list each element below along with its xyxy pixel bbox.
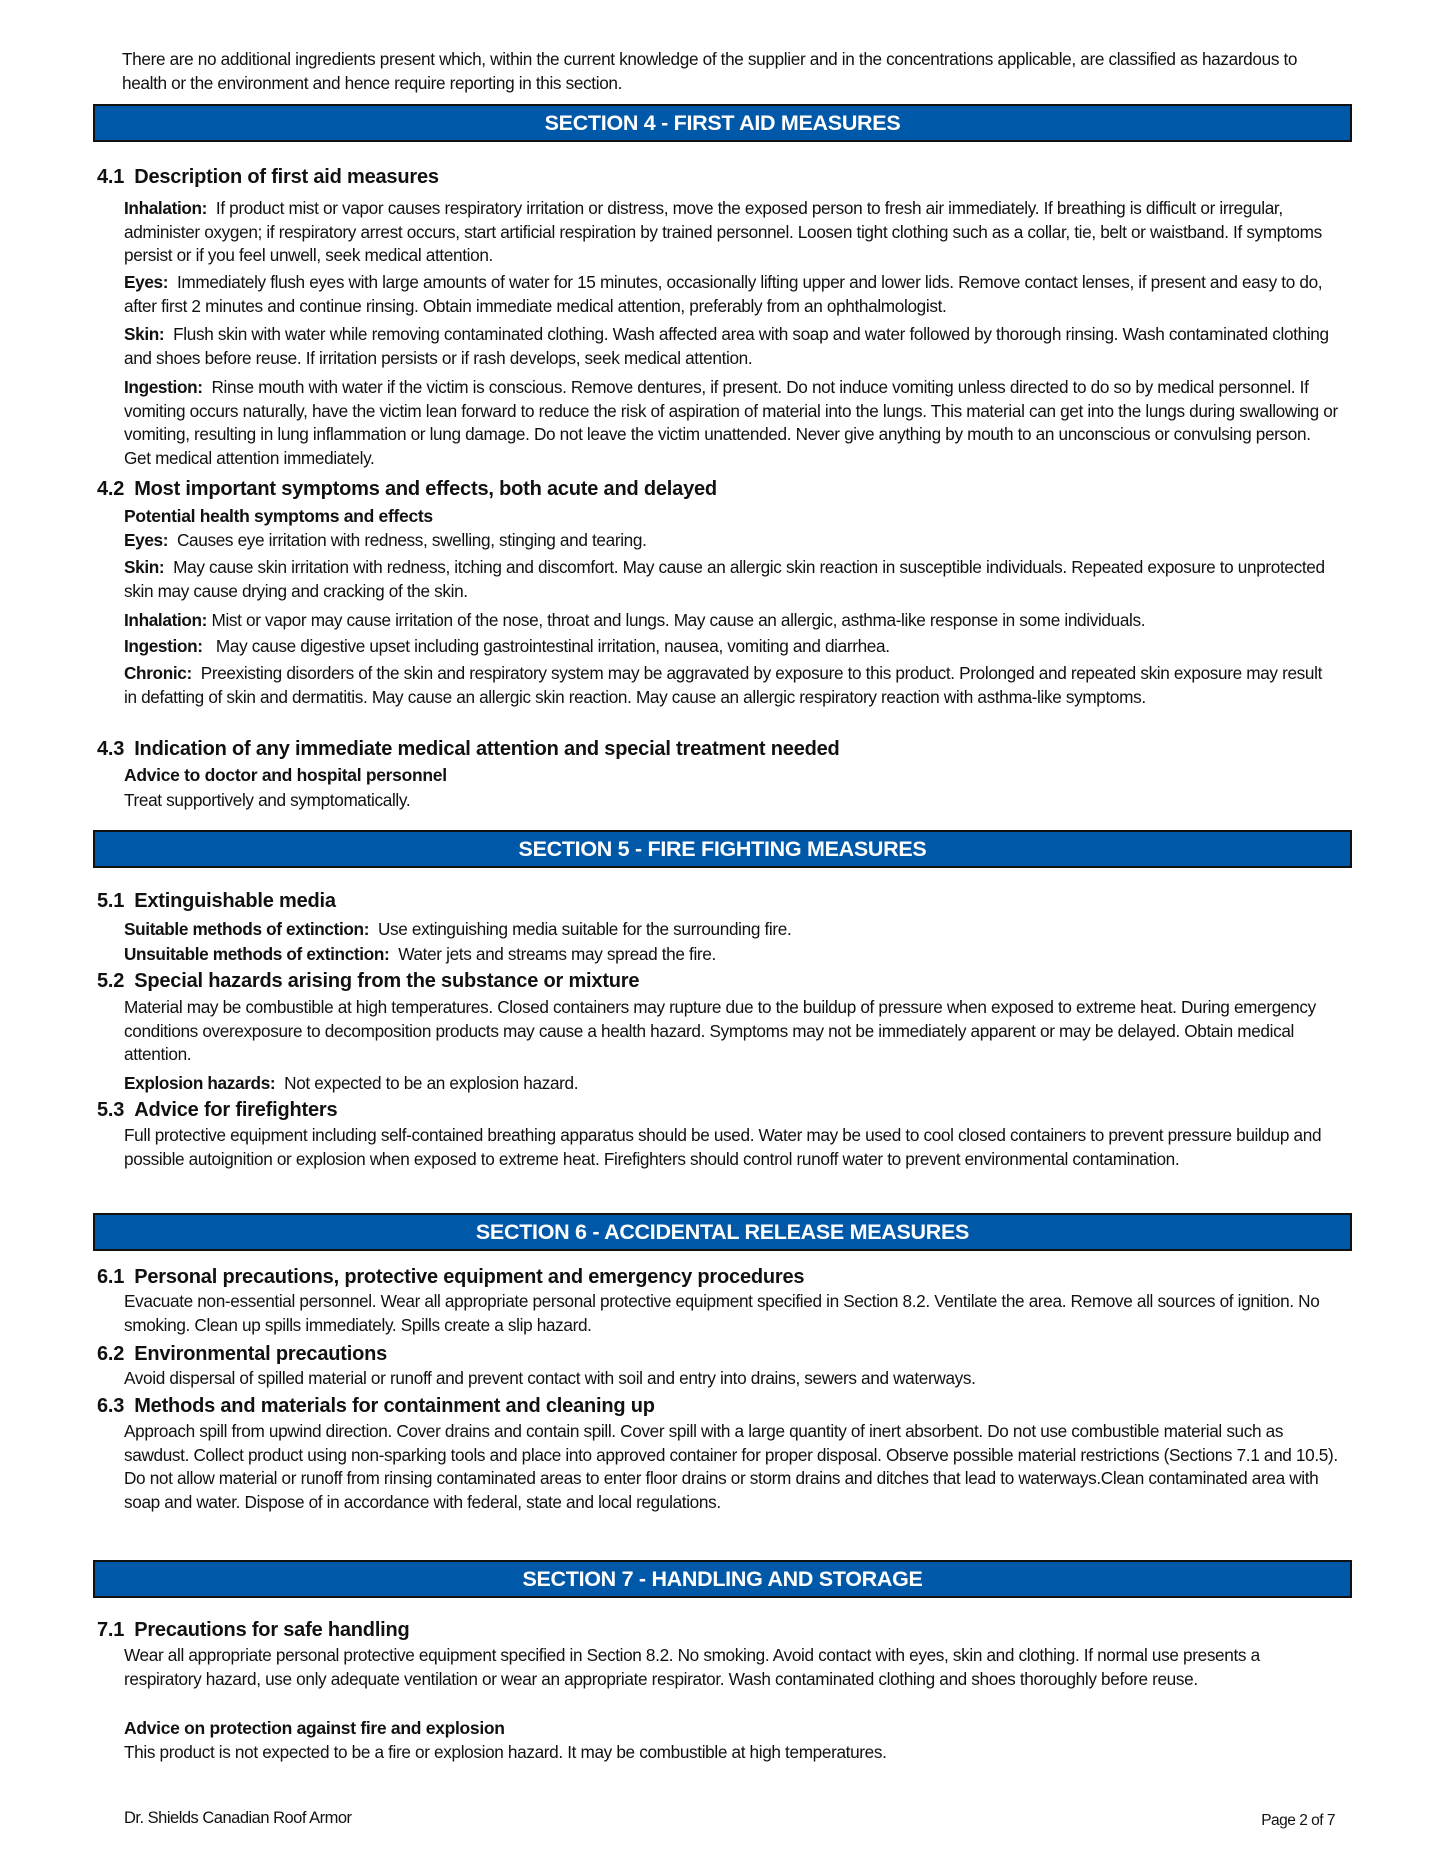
heading-text: Indication of any immediate medical attention and special treatment needed bbox=[134, 738, 840, 760]
safe-handling-text: Wear all appropriate personal protective equipment specified in Section 8.2. No smoking. Avoid contact with eyes, skin and clothing. If normal use presents a respiratory hazard, use only adequate ventilation or wear an appropriate respirator. Wash contaminated clothing and shoes thoroughly before reuse. bbox=[124, 1645, 1260, 1689]
suitable-extinction bbox=[124, 918, 1339, 942]
symptoms-inhalation bbox=[124, 609, 1339, 633]
heading-4-3 bbox=[97, 738, 840, 761]
label: Skin: bbox=[124, 557, 165, 577]
heading-5-2 bbox=[97, 970, 639, 993]
heading-text: Precautions for safe handling bbox=[134, 1619, 410, 1641]
label: Eyes: bbox=[124, 530, 169, 550]
first-aid-skin bbox=[124, 323, 1339, 370]
heading-text: Extinguishable media bbox=[134, 890, 336, 912]
symptoms-ingestion bbox=[124, 635, 1339, 659]
section-6-header: SECTION 6 - ACCIDENTAL RELEASE MEASURES bbox=[93, 1213, 1352, 1251]
heading-6-2 bbox=[97, 1343, 387, 1366]
symptoms-skin bbox=[124, 556, 1339, 603]
unsuitable-extinction bbox=[124, 943, 1339, 967]
heading-text: Special hazards arising from the substance or mixture bbox=[134, 970, 640, 992]
label: Ingestion: bbox=[124, 377, 203, 397]
text: Causes eye irritation with redness, swelling, stinging and tearing. bbox=[176, 530, 647, 550]
heading-6-3 bbox=[97, 1395, 655, 1418]
label: Explosion hazards: bbox=[124, 1073, 276, 1093]
heading-number: 7.1 bbox=[97, 1619, 125, 1641]
heading-number: 6.2 bbox=[97, 1343, 125, 1365]
heading-5-3 bbox=[97, 1099, 337, 1122]
footer-product-name: Dr. Shields Canadian Roof Armor bbox=[124, 1809, 352, 1827]
text: May cause digestive upset including gastrointestinal irritation, nausea, vomiting and diarrhea. bbox=[215, 636, 890, 656]
heading-number: 5.3 bbox=[97, 1099, 125, 1121]
heading-number: 4.1 bbox=[97, 166, 125, 188]
advice-doctor-heading: Advice to doctor and hospital personnel bbox=[124, 765, 447, 785]
label: Chronic: bbox=[124, 663, 192, 683]
label: Eyes: bbox=[124, 272, 169, 292]
symptoms-chronic bbox=[124, 662, 1339, 709]
heading-number: 6.3 bbox=[97, 1395, 125, 1417]
first-aid-ingestion bbox=[124, 376, 1339, 470]
advice-fire-heading: Advice on protection against fire and explosion bbox=[124, 1718, 505, 1738]
label: Skin: bbox=[124, 324, 165, 344]
explosion-hazards bbox=[124, 1072, 1339, 1096]
treat-text: Treat supportively and symptomatically. bbox=[124, 790, 411, 810]
text: Not expected to be an explosion hazard. bbox=[284, 1073, 579, 1093]
label: Unsuitable methods of extinction: bbox=[124, 944, 390, 964]
heading-number: 4.2 bbox=[97, 478, 125, 500]
text: Mist or vapor may cause irritation of the nose, throat and lungs. May cause an allergic, asthma-like response in some individuals. bbox=[211, 610, 1146, 630]
special-hazards-text: Material may be combustible at high temperatures. Closed containers may rupture due to the buildup of pressure when exposed to extreme heat. During emergency conditions overexposure to decomposition products may cause a health hazard. Symptoms may not be immediately apparent or may be delayed. Obtain medical attention. bbox=[124, 997, 1316, 1064]
heading-4-1 bbox=[97, 166, 439, 189]
text: Immediately flush eyes with large amounts of water for 15 minutes, occasionally lifting upper and lower lids. Remove contact lenses, if present and easy to do, after first 2 minutes and continue rinsing. Obtain immediate medical attention, preferably from an ophthalmologist. bbox=[124, 272, 1323, 316]
heading-number: 4.3 bbox=[97, 738, 125, 760]
label: Suitable methods of extinction: bbox=[124, 919, 370, 939]
heading-4-2 bbox=[97, 478, 717, 501]
text: May cause skin irritation with redness, itching and discomfort. May cause an allergic skin reaction in susceptible individuals. Repeated exposure to unprotected skin may cause drying and cracking of the skin. bbox=[124, 557, 1325, 601]
heading-5-1 bbox=[97, 890, 336, 913]
heading-number: 6.1 bbox=[97, 1266, 125, 1288]
personal-precautions-text: Evacuate non-essential personnel. Wear all appropriate personal protective equipment specified in Section 8.2. Ventilate the area. Remove all sources of ignition. No smoking. Clean up spills immediately. Spills create a slip hazard. bbox=[124, 1291, 1320, 1335]
first-aid-eyes bbox=[124, 271, 1339, 318]
heading-number: 5.2 bbox=[97, 970, 125, 992]
heading-text: Description of first aid measures bbox=[134, 166, 439, 188]
potential-health-heading: Potential health symptoms and effects bbox=[124, 506, 433, 526]
footer-page-number: Page 2 of 7 bbox=[1261, 1812, 1335, 1829]
label: Ingestion: bbox=[124, 636, 203, 656]
fire-text: This product is not expected to be a fire or explosion hazard. It may be combustible at high temperatures. bbox=[124, 1742, 887, 1762]
environmental-text: Avoid dispersal of spilled material or runoff and prevent contact with soil and entry into drains, sewers and waterways. bbox=[124, 1368, 976, 1388]
section-7-header: SECTION 7 - HANDLING AND STORAGE bbox=[93, 1560, 1352, 1598]
text: If product mist or vapor causes respiratory irritation or distress, move the exposed person to fresh air immediately. If breathing is difficult or irregular, administer oxygen; if respiratory arrest occurs, start artificial respiration by trained personnel. Loosen tight clothing such as a collar, tie, belt or waistband. If symptoms persist or if you feel unwell, seek medical attention. bbox=[124, 198, 1322, 265]
section-4-header: SECTION 4 - FIRST AID MEASURES bbox=[93, 104, 1352, 142]
heading-number: 5.1 bbox=[97, 890, 125, 912]
containment-text: Approach spill from upwind direction. Cover drains and contain spill. Cover spill with a large quantity of inert absorbent. Do not use combustible material such as sawdust. Collect product using non-sparking tools and place into approved container for proper disposal. Observe possible material restrictions (Sections 7.1 and 10.5). Do not allow material or runoff from rinsing contaminated areas to enter floor drains or storm drains and ditches that lead to waterways.Clean contaminated area with soap and water. Dispose of in accordance with federal, state and local regulations. bbox=[124, 1421, 1338, 1512]
text: Water jets and streams may spread the fire. bbox=[398, 944, 716, 964]
heading-text: Personal precautions, protective equipment and emergency procedures bbox=[134, 1266, 805, 1288]
firefighters-text: Full protective equipment including self-contained breathing apparatus should be used. Water may be used to cool closed containers to prevent pressure buildup and possible autoignition or explosion when exposed to extreme heat. Firefighters should control runoff water to prevent environmental contamination. bbox=[124, 1125, 1322, 1169]
heading-text: Most important symptoms and effects, both acute and delayed bbox=[134, 478, 717, 500]
text: Rinse mouth with water if the victim is conscious. Remove dentures, if present. Do not induce vomiting unless directed to do so by medical personnel. If vomiting occurs naturally, have the victim lean forward to reduce the risk of aspiration of material into the lungs. This material can get into the lungs during swallowing or vomiting, resulting in lung inflammation or lung damage. Do not leave the victim unattended. Never give anything by mouth to an unconscious or convulsing person. Get medical attention immediately. bbox=[124, 377, 1338, 468]
label: Inhalation: bbox=[124, 610, 208, 630]
text: Use extinguishing media suitable for the surrounding fire. bbox=[377, 919, 792, 939]
heading-text: Environmental precautions bbox=[134, 1343, 388, 1365]
text: Flush skin with water while removing contaminated clothing. Wash affected area with soap and water followed by thorough rinsing. Wash contaminated clothing and shoes before reuse. If irritation persists or if rash develops, seek medical attention. bbox=[124, 324, 1329, 368]
label: Inhalation: bbox=[124, 198, 208, 218]
section-5-header: SECTION 5 - FIRE FIGHTING MEASURES bbox=[93, 830, 1352, 868]
heading-text: Methods and materials for containment and cleaning up bbox=[134, 1395, 655, 1417]
heading-text: Advice for firefighters bbox=[134, 1099, 338, 1121]
symptoms-eyes bbox=[124, 529, 1339, 553]
heading-7-1 bbox=[97, 1619, 410, 1642]
intro-paragraph: There are no additional ingredients present which, within the current knowledge of the supplier and in the concentrations applicable, are classified as hazardous to health or the environment and hence require reporting in this section. bbox=[122, 49, 1298, 93]
first-aid-inhalation bbox=[124, 197, 1339, 268]
heading-6-1 bbox=[97, 1266, 804, 1289]
text: Preexisting disorders of the skin and respiratory system may be aggravated by exposure to this product. Prolonged and repeated skin exposure may result in defatting of skin and dermatitis. May cause an allergic skin reaction. May cause an allergic respiratory reaction with asthma-like symptoms. bbox=[124, 663, 1323, 707]
